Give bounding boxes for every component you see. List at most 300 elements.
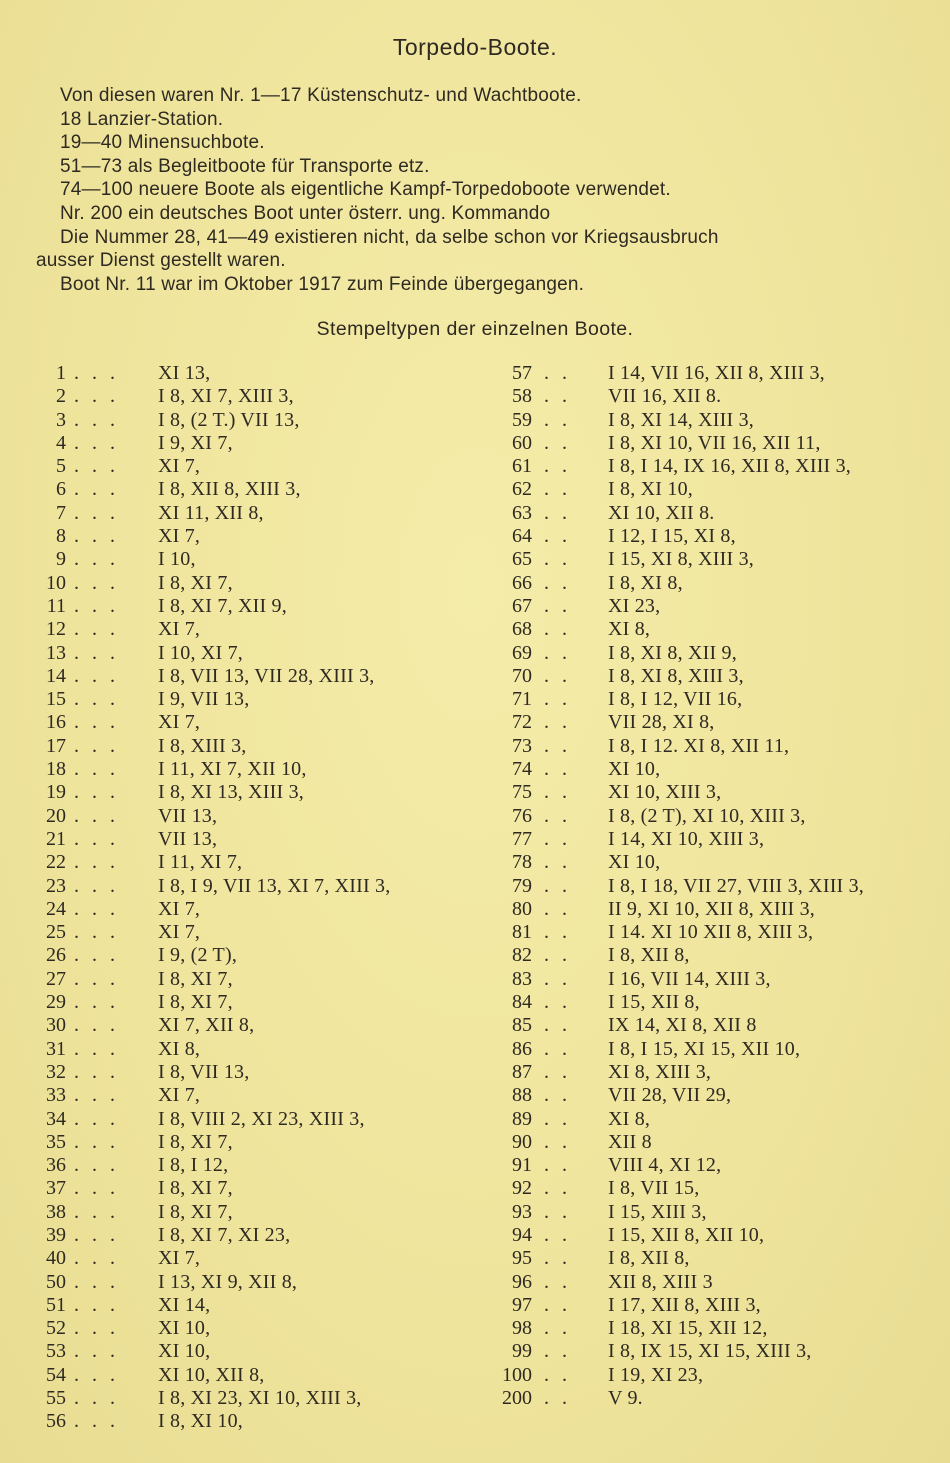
leader-dots: . . [544,664,571,687]
boat-number: 38 [46,1200,66,1223]
leader-dots: . . . [74,688,119,711]
leader-dots: . . [544,1247,571,1270]
stamp-types: I 9, VII 13, [158,688,250,711]
boat-row [490,665,864,688]
boat-row [490,1108,864,1131]
boat-number: 8 [56,525,66,548]
boat-number: 14 [46,664,66,687]
leader-dots: . . . [74,1223,119,1246]
leader-dots: . . . [74,1060,119,1083]
leader-dots: . . . [74,827,119,850]
boat-number: 68 [512,618,532,641]
leader-dots: . . . [74,478,119,501]
boat-number: 21 [46,827,66,850]
boat-number: 7 [56,501,66,524]
leader-dots: . . [544,1387,571,1410]
boat-number: 78 [512,851,532,874]
boat-number: 54 [46,1363,66,1386]
leader-dots: . . [544,1107,571,1130]
stamp-types: I 12, I 15, XI 8, [608,525,736,548]
stamp-types: I 15, XII 8, [608,991,700,1014]
boat-number: 72 [512,711,532,734]
boat-number: 89 [512,1107,532,1130]
boat-number: 19 [46,781,66,804]
stamp-types: XI 7, [158,897,201,920]
boat-row [490,432,864,455]
boat-row [36,735,390,758]
leader-dots: . . [544,1223,571,1246]
boat-number: 66 [512,571,532,594]
boat-row [490,1038,864,1061]
boat-row [36,1177,390,1200]
stamp-types: XI 10, [608,758,661,781]
stamp-types: I 9, XI 7, [158,431,233,454]
boat-row [36,1247,390,1270]
intro-line: ausser Dienst gestellt waren. [36,250,286,272]
leader-dots: . . [544,478,571,501]
stamp-types: XI 10, [608,851,661,874]
boat-row [490,1387,864,1410]
stamp-types: I 19, XI 23, [608,1363,704,1386]
boat-row [36,851,390,874]
stamp-types: XII 8 [608,1130,652,1153]
boat-row [490,735,864,758]
stamp-types: I 8, I 12. XI 8, XII 11, [608,734,790,757]
intro-line: Boot Nr. 11 war im Oktober 1917 zum Feinde übergegangen. [60,273,585,295]
leader-dots: . . . [74,758,119,781]
stamp-types: VII 28, XI 8, [608,711,715,734]
boat-number: 5 [56,455,66,478]
boat-row [36,385,390,408]
boat-number: 18 [46,758,66,781]
stamp-types: VII 13, [158,827,218,850]
boat-row [36,781,390,804]
leader-dots: . . [544,1270,571,1293]
boat-row [490,968,864,991]
leader-dots: . . [544,1154,571,1177]
boat-number: 25 [46,921,66,944]
boat-row [490,618,864,641]
boat-number: 74 [512,758,532,781]
leader-dots: . . . [74,874,119,897]
boat-row [36,1131,390,1154]
intro-line: Die Nummer 28, 41—49 existieren nicht, da selbe schon vor Kriegsausbruch [60,226,719,248]
leader-dots: . . [544,618,571,641]
stamp-types: I 15, XII 8, XII 10, [608,1223,765,1246]
leader-dots: . . . [74,664,119,687]
stamp-types: XI 8, [608,1107,651,1130]
boat-number: 40 [46,1247,66,1270]
leader-dots: . . . [74,1037,119,1060]
boat-number: 57 [512,362,532,384]
stamp-types: XI 23, [608,594,661,617]
boat-row [490,502,864,525]
boat-row [36,711,390,734]
stamp-types: I 8, XI 8, [608,571,683,594]
boat-number: 77 [512,827,532,850]
boat-row [490,595,864,618]
boat-number: 2 [56,385,66,408]
boat-row [36,525,390,548]
leader-dots: . . [544,1200,571,1223]
boat-row [490,1271,864,1294]
stamp-types: XI 8, [158,1037,201,1060]
boat-number: 51 [46,1293,66,1316]
stamp-types: I 16, VII 14, XIII 3, [608,967,771,990]
boat-number: 6 [56,478,66,501]
boat-row [490,921,864,944]
boat-number: 64 [512,525,532,548]
leader-dots: . . [544,1317,571,1340]
stamp-types: I 8, I 12, [158,1154,229,1177]
leader-dots: . . . [74,944,119,967]
boat-row [36,898,390,921]
boat-row [490,1014,864,1037]
stamp-types: I 14, VII 16, XII 8, XIII 3, [608,362,825,384]
leader-dots: . . . [74,1107,119,1130]
intro-line: 19—40 Minensuchbote. [60,132,265,154]
stamp-types: I 8, XI 13, XIII 3, [158,781,304,804]
boat-row [36,805,390,828]
boat-number: 58 [512,385,532,408]
boat-row [490,409,864,432]
leader-dots: . . . [74,1177,119,1200]
leader-dots: . . [544,781,571,804]
leader-dots: . . . [74,1014,119,1037]
stamp-types: IX 14, XI 8, XII 8 [608,1014,757,1037]
boat-number: 69 [512,641,532,664]
boat-row [36,409,390,432]
leader-dots: . . [544,944,571,967]
stamp-types: XI 7, XII 8, [158,1014,255,1037]
boat-row [36,1387,390,1410]
stamp-types: XI 10, [158,1317,211,1340]
leader-dots: . . . [74,991,119,1014]
stamp-types: I 8, XI 7, [158,1130,233,1153]
leader-dots: . . [544,408,571,431]
stamp-types: I 11, XI 7, XII 10, [158,758,307,781]
boat-row [490,1317,864,1340]
stamp-list-left [36,362,390,1434]
stamp-types: XI 7, [158,921,201,944]
stamp-types: I 8, VII 13, [158,1060,250,1083]
leader-dots: . . . [74,1084,119,1107]
stamp-types: I 8, XI 7, [158,571,233,594]
boat-row [36,921,390,944]
boat-number: 10 [46,571,66,594]
stamp-types: I 8, XI 23, XI 10, XIII 3, [158,1387,362,1410]
stamp-types: XI 7, [158,455,201,478]
boat-number: 70 [512,664,532,687]
boat-row [490,385,864,408]
boat-row [36,665,390,688]
boat-number: 35 [46,1130,66,1153]
boat-number: 88 [512,1084,532,1107]
boat-row [490,711,864,734]
boat-number: 59 [512,408,532,431]
stamp-types: I 11, XI 7, [158,851,243,874]
section-subtitle: Stempeltypen der einzelnen Boote. [316,318,634,340]
boat-row [36,758,390,781]
leader-dots: . . . [74,641,119,664]
stamp-types: I 13, XI 9, XII 8, [158,1270,298,1293]
leader-dots: . . [544,1037,571,1060]
boat-row [490,1224,864,1247]
leader-dots: . . . [74,1130,119,1153]
boat-number: 85 [512,1014,532,1037]
boat-number: 52 [46,1317,66,1340]
boat-number: 13 [46,641,66,664]
boat-number: 65 [512,548,532,571]
boat-number: 76 [512,804,532,827]
stamp-types: II 9, XI 10, XII 8, XIII 3, [608,897,816,920]
stamp-types: I 9, (2 T), [158,944,238,967]
boat-row [36,1084,390,1107]
leader-dots: . . . [74,385,119,408]
boat-number: 29 [46,991,66,1014]
leader-dots: . . . [74,1293,119,1316]
boat-row [36,595,390,618]
boat-number: 39 [46,1223,66,1246]
stamp-types: I 10, XI 7, [158,641,243,664]
leader-dots: . . . [74,501,119,524]
stamp-types: XI 13, [158,362,211,384]
boat-number: 27 [46,967,66,990]
leader-dots: . . [544,827,571,850]
stamp-types: I 8, XI 14, XIII 3, [608,408,754,431]
boat-row [490,642,864,665]
boat-number: 200 [502,1387,532,1410]
leader-dots: . . . [74,1200,119,1223]
boat-number: 86 [512,1037,532,1060]
leader-dots: . . . [74,921,119,944]
boat-row [36,1038,390,1061]
leader-dots: . . [544,688,571,711]
intro-line: 74—100 neuere Boote als eigentliche Kampf-Torpedoboote verwendet. [60,179,671,201]
stamp-types: XII 8, XIII 3 [608,1270,713,1293]
stamp-types: XI 7, [158,525,201,548]
boat-number: 81 [512,921,532,944]
intro-line: Von diesen waren Nr. 1—17 Küstenschutz- und Wachtboote. [60,85,582,106]
stamp-types: I 17, XII 8, XIII 3, [608,1293,761,1316]
stamp-types: I 18, XI 15, XII 12, [608,1317,768,1340]
stamp-types: I 8, VIII 2, XI 23, XIII 3, [158,1107,365,1130]
stamp-types: XI 10, XII 8. [608,501,715,524]
boat-number: 24 [46,897,66,920]
stamp-types: I 8, XI 7, [158,991,233,1014]
intro-line: Nr. 200 ein deutsches Boot unter österr. ung. Kommando [60,202,551,224]
stamp-types: I 15, XI 8, XIII 3, [608,548,754,571]
boat-number: 94 [512,1223,532,1246]
leader-dots: . . [544,362,571,384]
stamp-types: XI 7, [158,1247,201,1270]
boat-row [490,1131,864,1154]
leader-dots: . . [544,1340,571,1363]
boat-row [36,1201,390,1224]
stamp-types: I 8, XI 7, XIII 3, [158,385,294,408]
boat-number: 100 [502,1363,532,1386]
boat-number: 12 [46,618,66,641]
boat-number: 90 [512,1130,532,1153]
leader-dots: . . . [74,594,119,617]
leader-dots: . . [544,548,571,571]
stamp-types: XI 11, XII 8, [158,501,264,524]
stamp-types: I 8, XI 7, XII 9, [158,594,287,617]
boat-row [490,1061,864,1084]
boat-number: 61 [512,455,532,478]
leader-dots: . . . [74,431,119,454]
stamp-types: I 14, XI 10, XIII 3, [608,827,765,850]
boat-row [490,758,864,781]
boat-row [36,991,390,1014]
leader-dots: . . [544,874,571,897]
boat-number: 91 [512,1154,532,1177]
leader-dots: . . [544,385,571,408]
leader-dots: . . . [74,455,119,478]
boat-row [36,432,390,455]
boat-row [490,1364,864,1387]
boat-number: 20 [46,804,66,827]
boat-row [490,781,864,804]
leader-dots: . . [544,734,571,757]
boat-number: 23 [46,874,66,897]
stamp-types: XI 10, [158,1340,211,1363]
leader-dots: . . . [74,1387,119,1410]
boat-row [490,572,864,595]
leader-dots: . . . [74,571,119,594]
boat-number: 26 [46,944,66,967]
stamp-types: I 8, I 12, VII 16, [608,688,743,711]
boat-row [36,1364,390,1387]
leader-dots: . . . [74,804,119,827]
stamp-types: I 8, VII 15, [608,1177,700,1200]
intro-line: 51—73 als Begleitboote für Transporte etz. [60,155,430,177]
boat-number: 73 [512,734,532,757]
leader-dots: . . . [74,525,119,548]
boat-number: 82 [512,944,532,967]
boat-number: 62 [512,478,532,501]
boat-row [36,688,390,711]
boat-row [36,1061,390,1084]
leader-dots: . . . [74,967,119,990]
boat-row [36,968,390,991]
stamp-types: XI 10, XIII 3, [608,781,722,804]
leader-dots: . . [544,1014,571,1037]
boat-number: 79 [512,874,532,897]
boat-row [36,1294,390,1317]
stamp-types: I 8, XII 8, XIII 3, [158,478,301,501]
stamp-types: I 14. XI 10 XII 8, XIII 3, [608,921,814,944]
intro-paragraph [36,84,926,296]
leader-dots: . . [544,594,571,617]
boat-row [490,688,864,711]
boat-number: 71 [512,688,532,711]
stamp-types: I 10, [158,548,196,571]
boat-number: 63 [512,501,532,524]
leader-dots: . . [544,1177,571,1200]
leader-dots: . . [544,804,571,827]
boat-row [36,875,390,898]
leader-dots: . . [544,501,571,524]
boat-number: 37 [46,1177,66,1200]
leader-dots: . . [544,851,571,874]
leader-dots: . . . [74,548,119,571]
boat-row [36,572,390,595]
stamp-types: VIII 4, XI 12, [608,1154,722,1177]
boat-row [36,455,390,478]
leader-dots: . . . [74,1247,119,1270]
boat-number: 55 [46,1387,66,1410]
boat-number: 32 [46,1060,66,1083]
boat-row [490,898,864,921]
leader-dots: . . . [74,781,119,804]
intro-line: 18 Lanzier-Station. [60,108,224,130]
boat-row [490,944,864,967]
leader-dots: . . [544,1363,571,1386]
stamp-types: I 8, XII 8, [608,1247,690,1270]
stamp-types: I 15, XIII 3, [608,1200,707,1223]
leader-dots: . . . [74,1410,119,1433]
boat-row [490,828,864,851]
leader-dots: . . . [74,1154,119,1177]
leader-dots: . . [544,1084,571,1107]
leader-dots: . . [544,921,571,944]
boat-number: 50 [46,1270,66,1293]
boat-number: 15 [46,688,66,711]
boat-row [36,1154,390,1177]
boat-row [36,642,390,665]
boat-number: 31 [46,1037,66,1060]
stamp-types: I 8, I 14, IX 16, XII 8, XIII 3, [608,455,852,478]
stamp-types: I 8, XIII 3, [158,734,247,757]
boat-number: 97 [512,1293,532,1316]
boat-number: 53 [46,1340,66,1363]
leader-dots: . . . [74,1340,119,1363]
stamp-types: I 8, (2 T), XI 10, XIII 3, [608,804,806,827]
stamp-list-right [490,362,864,1410]
boat-row [36,478,390,501]
leader-dots: . . [544,1130,571,1153]
leader-dots: . . [544,967,571,990]
boat-row [36,1224,390,1247]
boat-number: 1 [56,362,66,384]
boat-row [490,525,864,548]
boat-row [36,548,390,571]
leader-dots: . . . [74,711,119,734]
boat-row [36,1271,390,1294]
boat-row [36,1014,390,1037]
stamp-types: I 8, (2 T.) VII 13, [158,408,300,431]
boat-row [36,1340,390,1363]
boat-row [490,1340,864,1363]
stamp-types: XI 7, [158,1084,201,1107]
leader-dots: . . . [74,1270,119,1293]
leader-dots: . . . [74,734,119,757]
boat-number: 34 [46,1107,66,1130]
leader-dots: . . [544,641,571,664]
boat-row [490,1294,864,1317]
boat-number: 98 [512,1317,532,1340]
boat-number: 95 [512,1247,532,1270]
boat-row [36,1108,390,1131]
stamp-types: I 8, XI 8, XIII 3, [608,664,744,687]
stamp-types: I 8, XI 7, XI 23, [158,1223,291,1246]
stamp-types: I 8, I 18, VII 27, VIII 3, XIII 3, [608,874,865,897]
stamp-types: VII 16, XII 8. [608,385,722,408]
stamp-types: I 8, XI 10, VII 16, XII 11, [608,431,821,454]
leader-dots: . . [544,1060,571,1083]
stamp-types: XI 7, [158,711,201,734]
